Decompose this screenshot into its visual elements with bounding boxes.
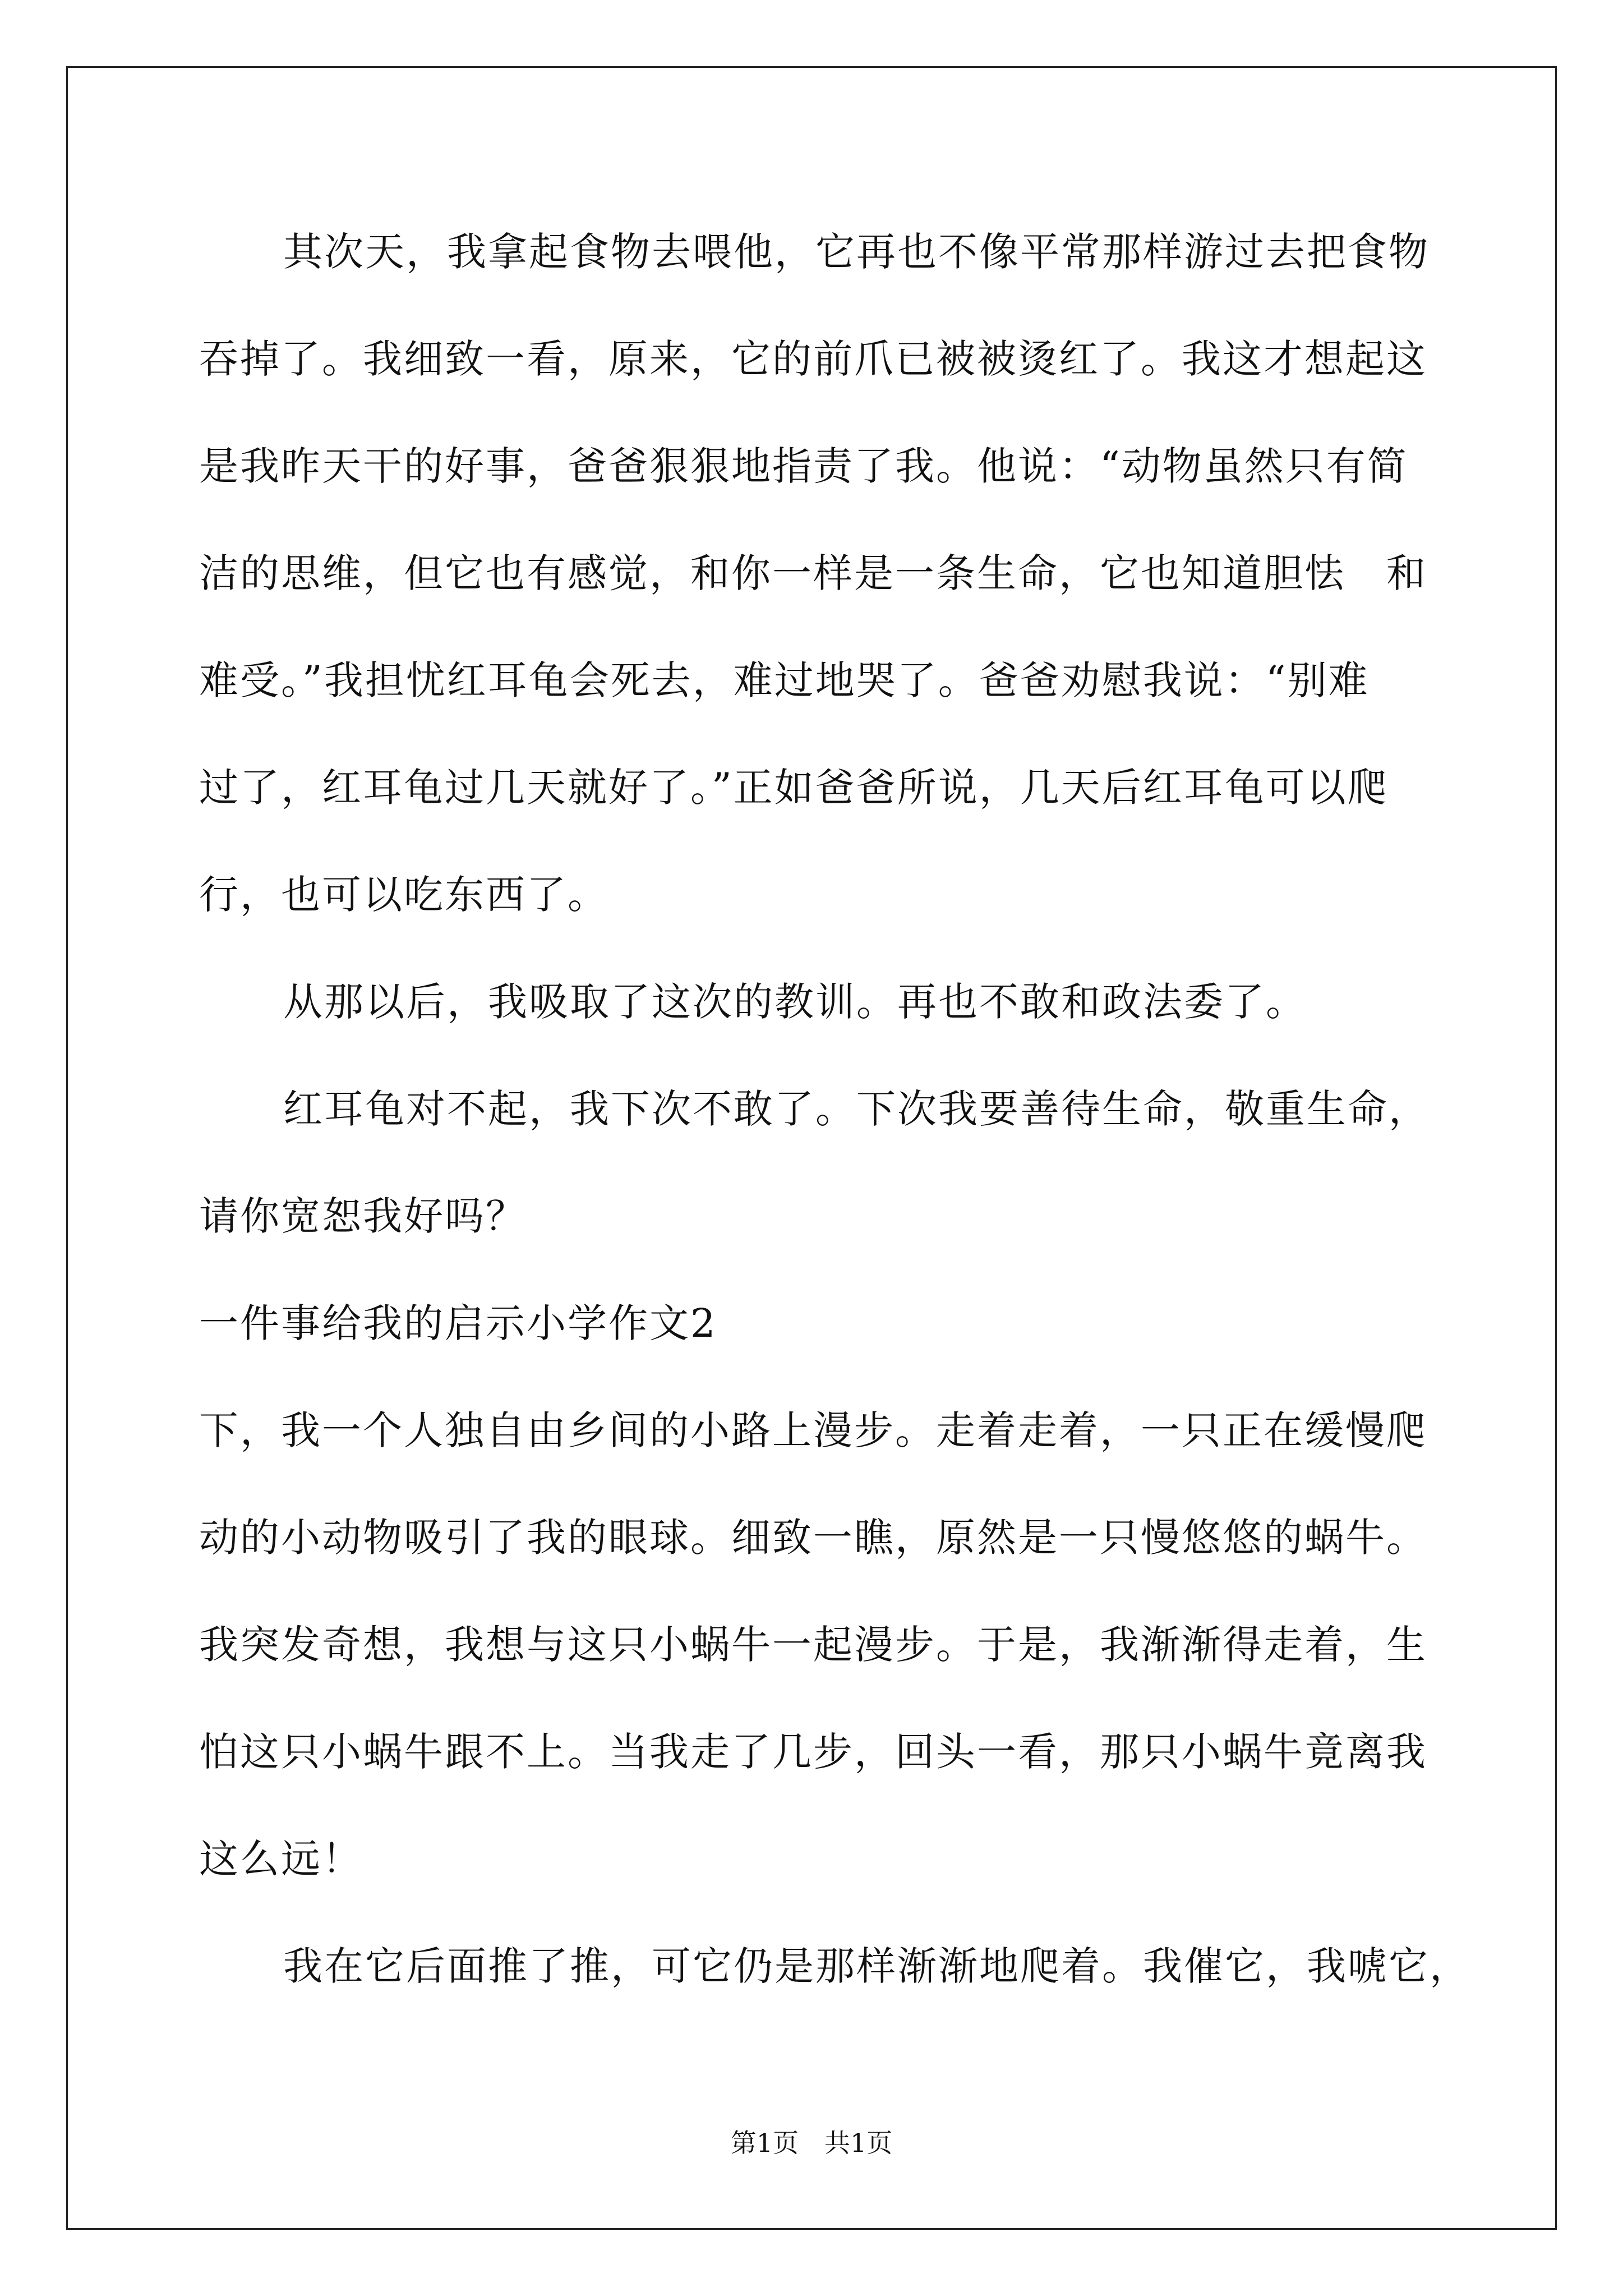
text-line: 是我昨天干的好事，爸爸狠狠地指责了我。他说：“动物虽然只有简: [199, 443, 1408, 489]
text-line: 我突发奇想，我想与这只小蜗牛一起漫步。于是，我渐渐得走着，生: [199, 1622, 1427, 1668]
section-heading: 一件事给我的启示小学作文2: [199, 1300, 717, 1346]
text-line: 红耳龟对不起，我下次不敢了。下次我要善待生命，敬重生命，: [283, 1086, 1430, 1132]
text-line: 过了，红耳龟过几天就好了。”正如爸爸所说，几天后红耳龟可以爬: [199, 765, 1389, 811]
text-line: 行，也可以吃东西了。: [199, 872, 608, 918]
page-number: 第1页 共1页: [730, 2128, 893, 2158]
text-line: 洁的思维，但它也有感觉，和你一样是一条生命，它也知道胆怯 和: [199, 550, 1427, 596]
text-line: 我在它后面推了推，可它仍是那样渐渐地爬着。我催它，我唬它，: [283, 1943, 1470, 1989]
text-line: 下，我一个人独自由乡间的小路上漫步。走着走着，一只正在缓慢爬: [199, 1407, 1427, 1453]
text-line: 怕这只小蜗牛跟不上。当我走了几步，回头一看，那只小蜗牛竟离我: [199, 1729, 1427, 1775]
text-line: 这么远！: [199, 1836, 363, 1882]
text-line: 动的小动物吸引了我的眼球。细致一瞧，原然是一只慢悠悠的蜗牛。: [199, 1515, 1427, 1561]
text-line: 吞掉了。我细致一看，原来，它的前爪已被被烫红了。我这才想起这: [199, 336, 1427, 382]
text-line: 难受。”我担忧红耳龟会死去，难过地哭了。爸爸劝慰我说：“别难: [199, 657, 1370, 703]
text-line: 请你宽恕我好吗？: [199, 1193, 527, 1239]
text-line: 其次天，我拿起食物去喂他，它再也不像平常那样游过去把食物: [283, 229, 1430, 275]
page-border: [66, 66, 1557, 2230]
text-line: 从那以后，我吸取了这次的教训。再也不敢和政法委了。: [283, 979, 1307, 1025]
